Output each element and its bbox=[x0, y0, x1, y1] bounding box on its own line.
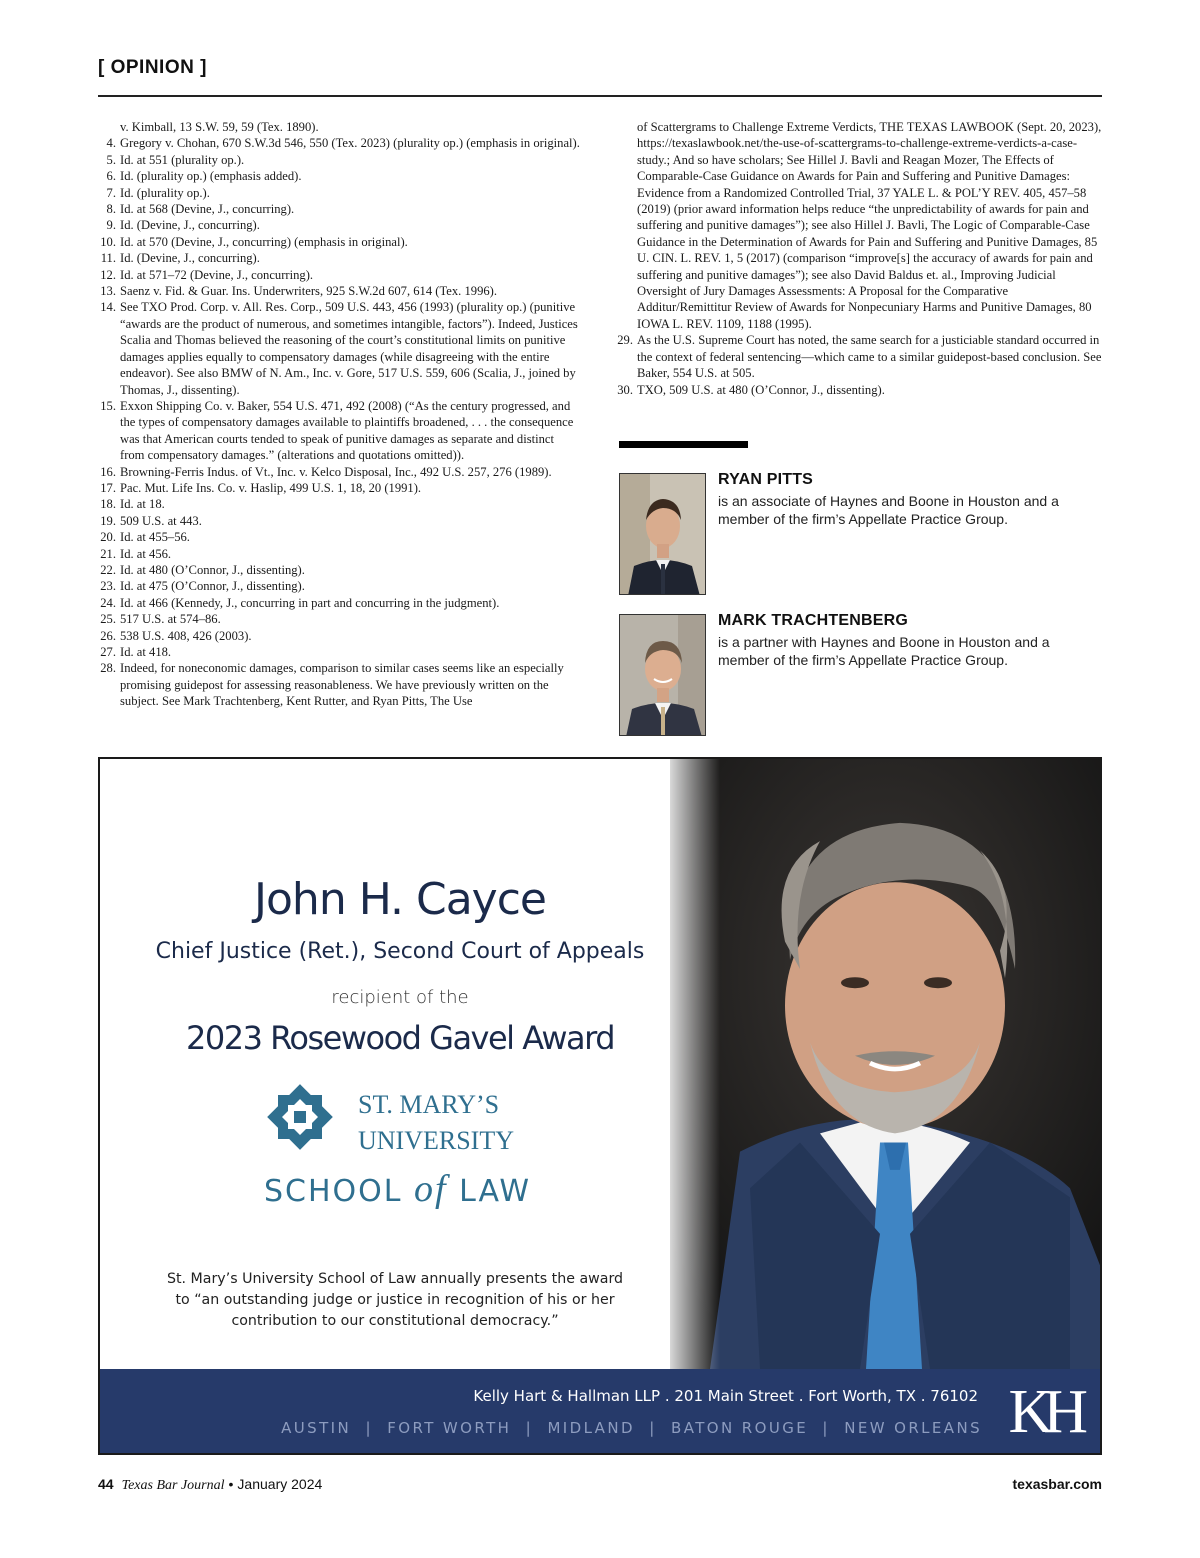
endnote bbox=[615, 332, 1102, 381]
endnote bbox=[98, 628, 580, 644]
firm-address: Kelly Hart & Hallman LLP . 201 Main Street . Fort Worth, TX . 76102 bbox=[473, 1387, 978, 1405]
endnote-number: 14. bbox=[100, 300, 116, 315]
endnote-text: Id. at 568 (Devine, J., concurring). bbox=[120, 202, 295, 217]
endnotes-left-column bbox=[98, 119, 580, 710]
bio-divider-bar bbox=[619, 441, 748, 448]
author-name: RYAN PITTS bbox=[718, 471, 814, 488]
endnote bbox=[98, 299, 580, 397]
endnote-number: 17. bbox=[100, 480, 116, 495]
endnotes-right-column bbox=[615, 119, 1102, 398]
endnote-number: 16. bbox=[100, 464, 116, 479]
endnote-text: Id. at 570 (Devine, J., concurring) (emphasis in original). bbox=[120, 234, 408, 249]
endnote-text: Id. at 480 (O’Connor, J., dissenting). bbox=[120, 562, 305, 577]
endnote bbox=[98, 119, 580, 135]
endnote-text: Exxon Shipping Co. v. Baker, 554 U.S. 471, 492 (2008) (“As the century progressed, and the types of compensatory damages available to plaintiffs broadened, . . . the consequence was that American courts tended to speak of punitive damages as separate and distinct from compensatory damages.” (alterations and quotations omitted)). bbox=[120, 398, 574, 463]
endnote-text: As the U.S. Supreme Court has noted, the same search for a justiciable standard occurred in the context of federal sentencing—which came to a similar guidepost-based conclusion. See Baker, 554 U.S. at 505. bbox=[637, 333, 1102, 381]
endnote-number: 23. bbox=[100, 579, 116, 594]
page-number: 44 bbox=[98, 1476, 114, 1492]
endnote-text: of Scattergrams to Challenge Extreme Verdicts, THE TEXAS LAWBOOK (Sept. 20, 2023), https://texaslawbook.net/the-use-of-scattergrams-to-challenge-extreme-verdicts-a-case-study.; And so have scholars; See Hillel J. Bavli and Reagan Mozer, The Effects of Comparable-Case Guidance on Awards for Pain and Suffering and Punitive Damages: Evidence from a Randomized Controlled Trial, 37 YALE L. & POL’Y REV. 405, 457–58 (2019) (prior award information helps reduce “the unpredictability of awards for pain and suffering and punitive damages”); see also Hillel J. Bavli, The Logic of Comparable-Case Guidance in the Determination of Awards for Pain and Suffering and Punitive Damages, 85 U. CIN. L. REV. 1, 5 (2017) (comparison “improve[s] the accuracy of awards for pain and suffering and punitive damages”); see also David Baldus et. al., Improving Judicial Oversight of Jury Damages Assessments: A Proposal for the Comparative Additur/Remittitur Review of Awards for Nonpecuniary Harms and Punitive Damages, 80 IOWA L. REV. 1109, 1188 (1995). bbox=[637, 120, 1102, 331]
endnote bbox=[98, 644, 580, 660]
endnote-text: Gregory v. Chohan, 670 S.W.3d 546, 550 (Tex. 2023) (plurality op.) (emphasis in original). bbox=[120, 136, 580, 151]
endnote-text: Id. at 455–56. bbox=[120, 530, 190, 545]
endnote-number: 11. bbox=[100, 251, 116, 266]
endnote bbox=[98, 267, 580, 283]
advertisement bbox=[98, 757, 1102, 1455]
endnote-number: 25. bbox=[100, 612, 116, 627]
endnote-number: 6. bbox=[106, 169, 116, 184]
endnote-number: 4. bbox=[106, 136, 116, 151]
endnote bbox=[98, 562, 580, 578]
endnote bbox=[98, 217, 580, 233]
endnote-text: Saenz v. Fid. & Guar. Ins. Underwriters, 925 S.W.2d 607, 614 (Tex. 1996). bbox=[120, 284, 497, 299]
endnote-number: 27. bbox=[100, 645, 116, 659]
svg-text:SCHOOL of LAW bbox=[264, 1168, 531, 1210]
endnote-text: See TXO Prod. Corp. v. All. Res. Corp., 509 U.S. 443, 456 (1993) (plurality op.) (punitive “awards are the product of numerous, and sometimes intangible, factors”). Indeed, Justices Scalia and Thomas believed the reasoning of the court’s constitutional limits on punitive damages applies equally to compensatory damages (while disagreeing with the entire endeavor). See also BMW of N. Am., Inc. v. Gore, 517 U.S. 559, 606 (Scalia, J., joined by Thomas, J., dissenting). bbox=[120, 300, 578, 397]
endnote-number: 15. bbox=[100, 398, 116, 413]
footer-bullet: • bbox=[228, 1476, 234, 1492]
author-bio: is an associate of Haynes and Boone in Houston and a member of the firm’s Appellate Practice Group. bbox=[718, 493, 1059, 527]
endnote-text: Id. (plurality op.). bbox=[120, 185, 210, 200]
author-photo-ryan-pitts bbox=[619, 473, 706, 595]
honoree-name: John H. Cayce bbox=[254, 874, 546, 925]
endnote-text: Id. at 475 (O’Connor, J., dissenting). bbox=[120, 579, 305, 594]
endnote-text: Id. (Devine, J., concurring). bbox=[120, 251, 260, 266]
endnote-text: v. Kimball, 13 S.W. 59, 59 (Tex. 1890). bbox=[120, 120, 319, 134]
endnote-number: 29. bbox=[617, 333, 633, 348]
site-url: texasbar.com bbox=[1012, 1476, 1102, 1492]
endnote-text: Id. at 571–72 (Devine, J., concurring). bbox=[120, 267, 314, 282]
header-rule bbox=[98, 95, 1102, 97]
firm-footer-band bbox=[100, 1369, 1100, 1455]
journal-name: Texas Bar Journal bbox=[121, 1478, 225, 1493]
award-name: 2023 Rosewood Gavel Award bbox=[185, 1019, 615, 1057]
endnote-number: 24. bbox=[100, 595, 116, 610]
endnote-text: Id. (Devine, J., concurring). bbox=[120, 218, 260, 233]
endnote bbox=[615, 382, 1102, 398]
endnote bbox=[98, 185, 580, 201]
endnote-text: Id. (plurality op.) (emphasis added). bbox=[120, 169, 302, 184]
endnote-text: Id. at 418. bbox=[120, 645, 172, 659]
endnote bbox=[98, 578, 580, 594]
endnote-text: Indeed, for noneconomic damages, comparison to similar cases seems like an especially promising guidepost for assessing reasonableness. We have previously written on the subject. See Mark Trachtenberg, Kent Rutter, and Ryan Pitts, The Use bbox=[120, 661, 564, 709]
author-name: MARK TRACHTENBERG bbox=[718, 612, 909, 629]
endnote-number: 20. bbox=[100, 530, 116, 545]
award-description: St. Mary’s University School of Law annually presents the award to “an outstanding judge or justice in recognition of his or her contribution to our constitutional democracy.” bbox=[166, 1271, 624, 1329]
endnote-number: 22. bbox=[100, 562, 116, 577]
endnote bbox=[98, 283, 580, 299]
honoree-title: Chief Justice (Ret.), Second Court of Appeals bbox=[155, 939, 645, 964]
endnote bbox=[98, 480, 580, 496]
kh-monogram-logo: KH bbox=[1008, 1378, 1078, 1446]
endnote-text: TXO, 509 U.S. at 480 (O’Connor, J., dissenting). bbox=[637, 382, 885, 397]
endnote-number: 8. bbox=[106, 202, 116, 217]
endnote-text: 517 U.S. at 574–86. bbox=[120, 612, 221, 627]
portrait-fade bbox=[660, 759, 720, 1369]
endnote bbox=[98, 496, 580, 512]
endnote bbox=[615, 119, 1102, 332]
firm-offices: AUSTIN | FORT WORTH | MIDLAND | BATON ROUGE | NEW ORLEANS bbox=[281, 1419, 982, 1437]
honoree-portrait bbox=[670, 759, 1102, 1369]
endnote-number: 18. bbox=[100, 497, 116, 512]
endnote bbox=[98, 168, 580, 184]
st-marys-law-logo bbox=[260, 1077, 540, 1229]
endnote-number: 19. bbox=[100, 513, 116, 528]
endnote-number: 12. bbox=[100, 267, 116, 282]
logo-of: of bbox=[414, 1168, 448, 1210]
page-footer bbox=[98, 1476, 322, 1494]
endnote bbox=[98, 529, 580, 545]
author-photo-mark-trachtenberg bbox=[619, 614, 706, 736]
endnote-text: Id. at 18. bbox=[120, 497, 165, 512]
endnote-number: 30. bbox=[617, 382, 633, 397]
endnote-number: 7. bbox=[106, 185, 116, 200]
endnote-text: Id. at 466 (Kennedy, J., concurring in part and concurring in the judgment). bbox=[120, 595, 500, 610]
endnote-text: Id. at 551 (plurality op.). bbox=[120, 152, 245, 167]
logo-law: LAW bbox=[447, 1174, 532, 1209]
endnote bbox=[98, 152, 580, 168]
endnote-number: 9. bbox=[106, 218, 116, 233]
endnote-text: Pac. Mut. Life Ins. Co. v. Haslip, 499 U.S. 1, 18, 20 (1991). bbox=[120, 480, 422, 495]
recipient-line: recipient of the bbox=[331, 987, 469, 1008]
endnote-number: 10. bbox=[100, 234, 116, 249]
endnote bbox=[98, 595, 580, 611]
endnote-number: 26. bbox=[100, 628, 116, 643]
logo-line-1: ST. MARY’S bbox=[358, 1090, 500, 1119]
endnote-number: 5. bbox=[106, 152, 116, 167]
author-bio: is a partner with Haynes and Boone in Houston and a member of the firm’s Appellate Practice Group. bbox=[718, 634, 1050, 668]
endnote-number: 13. bbox=[100, 284, 116, 299]
logo-school: SCHOOL bbox=[264, 1174, 415, 1209]
endnote bbox=[98, 611, 580, 627]
endnote-text: Browning-Ferris Indus. of Vt., Inc. v. Kelco Disposal, Inc., 492 U.S. 257, 276 (1989). bbox=[120, 464, 552, 479]
endnote bbox=[98, 546, 580, 562]
endnote bbox=[98, 398, 580, 464]
endnote-text: 538 U.S. 408, 426 (2003). bbox=[120, 628, 252, 643]
issue-date: January 2024 bbox=[237, 1476, 323, 1492]
endnote bbox=[98, 464, 580, 480]
endnote bbox=[98, 201, 580, 217]
endnote bbox=[98, 250, 580, 266]
endnote bbox=[98, 135, 580, 151]
endnote-number: 28. bbox=[100, 661, 116, 676]
section-label: [ OPINION ] bbox=[98, 57, 207, 78]
logo-line-2: UNIVERSITY bbox=[358, 1126, 514, 1155]
endnote bbox=[98, 234, 580, 250]
endnote bbox=[98, 513, 580, 529]
endnote-text: 509 U.S. at 443. bbox=[120, 513, 202, 528]
endnote-number: 21. bbox=[100, 546, 116, 561]
endnote bbox=[98, 660, 580, 709]
endnote-text: Id. at 456. bbox=[120, 546, 172, 561]
